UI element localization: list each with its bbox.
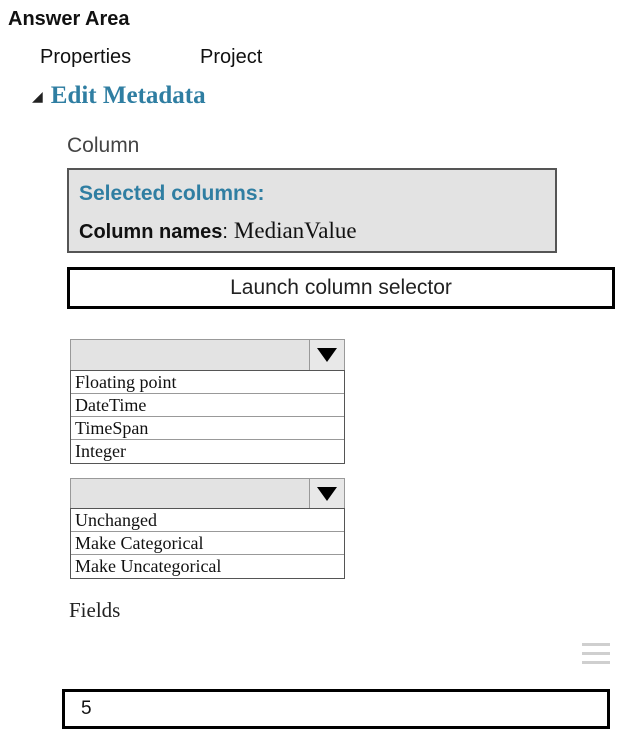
tab-properties[interactable]: Properties [40,46,132,68]
selected-columns-title: Selected columns: [79,182,265,205]
categorical-dropdown-toggle[interactable] [309,479,344,509]
launch-column-selector-button[interactable]: Launch column selector [67,267,615,309]
data-type-dropdown-toggle[interactable] [309,340,344,370]
tab-project[interactable]: Project [200,46,263,68]
option-make-uncategorical[interactable]: Make Uncategorical [75,556,222,576]
section-title: Edit Metadata [50,82,206,109]
option-integer[interactable]: Integer [75,441,126,461]
option-make-categorical[interactable]: Make Categorical [71,532,344,555]
option-datetime[interactable]: DateTime [71,394,344,417]
hamburger-icon[interactable] [582,641,610,665]
chevron-down-icon [317,348,337,362]
column-label: Column [67,134,140,157]
fields-input[interactable] [62,689,610,729]
option-timespan[interactable]: TimeSpan [71,417,344,440]
answer-area-title: Answer Area [8,8,130,30]
categorical-options [70,508,345,579]
edit-metadata-header[interactable] [32,82,206,110]
triangle-down-icon[interactable]: ◢ [32,88,43,104]
option-floating-point[interactable]: Floating point [71,371,344,394]
column-names-row: Column names: MedianValue [79,218,357,243]
chevron-down-icon [317,487,337,501]
column-names-value: MedianValue [233,218,357,243]
data-type-options [70,370,345,464]
data-type-dropdown[interactable] [70,339,345,371]
categorical-dropdown[interactable] [70,478,345,510]
column-names-label: Column names [79,221,223,243]
option-unchanged[interactable]: Unchanged [71,509,344,532]
fields-label: Fields [69,598,121,622]
selected-columns-panel [67,168,557,253]
